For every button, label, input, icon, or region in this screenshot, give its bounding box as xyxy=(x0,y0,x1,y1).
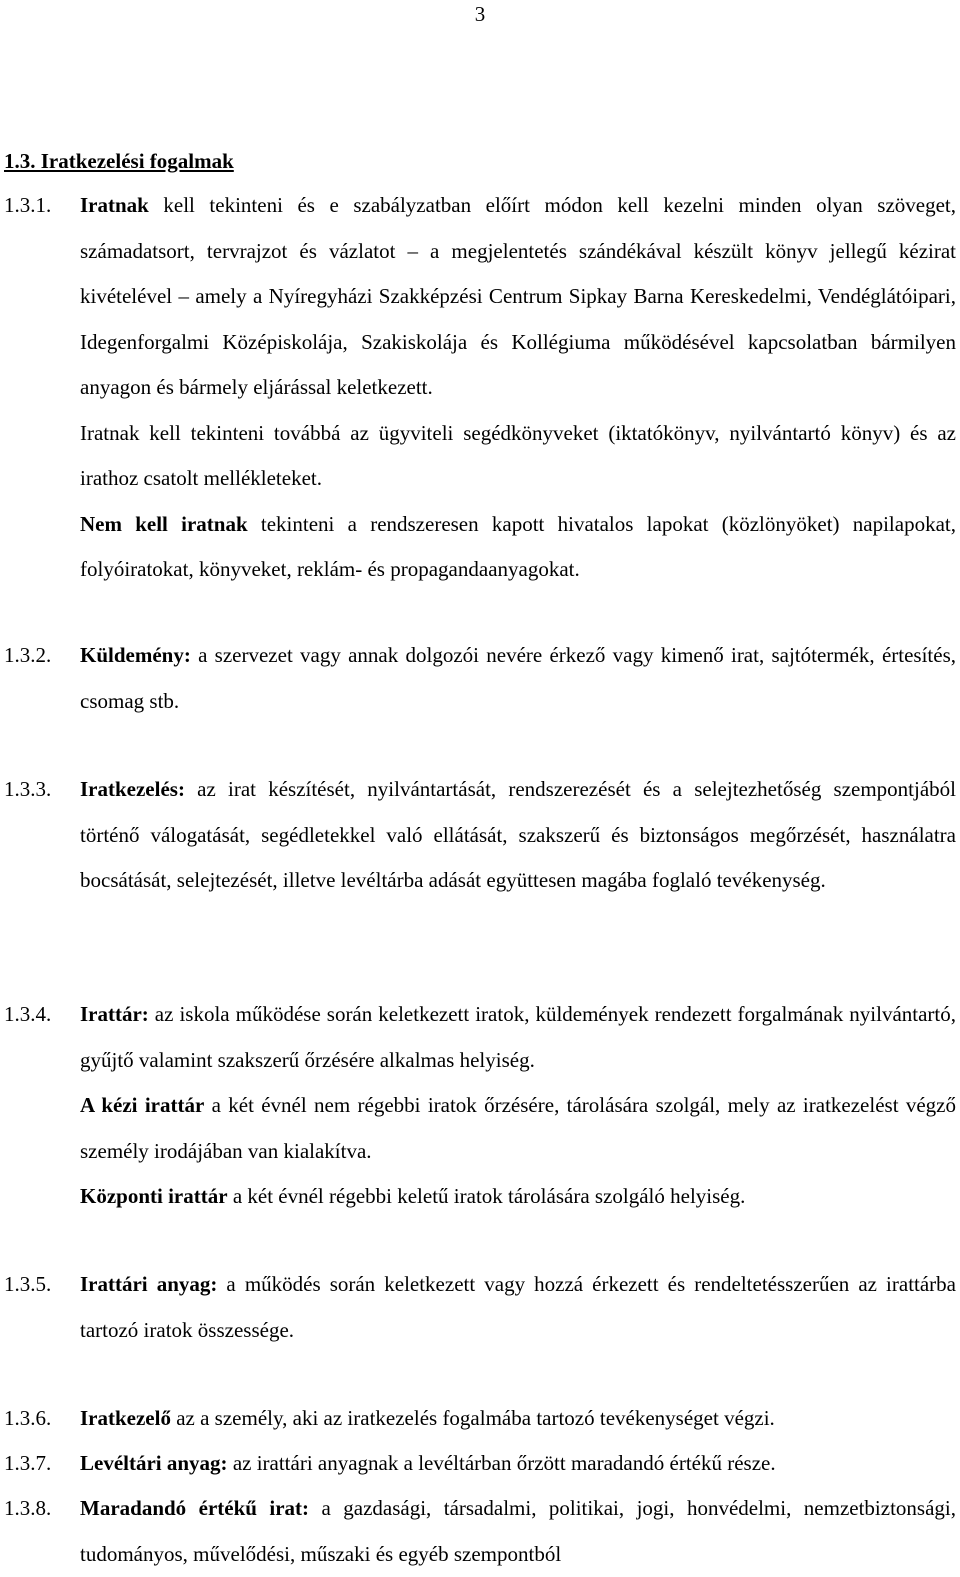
definition-paragraph xyxy=(80,183,956,411)
definition-paragraph xyxy=(80,1083,956,1174)
definition-number: 1.3.3. xyxy=(4,777,52,801)
definition-term: Központi irattár xyxy=(80,1184,228,1208)
definition-1-3-3 xyxy=(4,767,956,904)
definition-text: a két évnél régebbi keletű iratok tárolására szolgáló helyiség. xyxy=(227,1184,746,1208)
definition-term: Maradandó értékű irat: xyxy=(80,1496,310,1520)
definition-text: az a személy, aki az iratkezelés fogalmába tartozó tevékenységet végzi. xyxy=(170,1406,775,1430)
definition-term: Küldemény: xyxy=(80,643,191,667)
definition-term: Irattári anyag: xyxy=(80,1272,218,1296)
definition-1-3-6 xyxy=(4,1396,956,1442)
definition-paragraph xyxy=(80,1441,956,1487)
definition-paragraph xyxy=(80,633,956,724)
definition-term: Irattár: xyxy=(80,1002,149,1026)
definition-term: A kézi irattár xyxy=(80,1093,205,1117)
definition-text: Iratnak kell tekinteni továbbá az ügyviteli segédkönyveket (iktatókönyv, nyilvántartó könyv) és az irathoz csatolt mellékleteket. xyxy=(80,420,956,490)
definition-term: Iratnak xyxy=(80,193,149,217)
definition-1-3-4 xyxy=(4,992,956,1220)
definition-text: a szervezet vagy annak dolgozói nevére érkező vagy kimenő irat, sajtótermék, értesítés, csomag stb. xyxy=(80,643,956,713)
definition-text: az iskola működése során keletkezett iratok, küldemények rendezett forgalmának nyilvántartó, gyűjtő valamint szakszerű őrzésére alkalmas helyiség. xyxy=(80,1002,956,1072)
definition-text: a gazdasági, társadalmi, politikai, jogi, honvédelmi, nemzetbiztonsági, tudományos, művelődési, műszaki és egyéb szempontból xyxy=(80,1496,956,1566)
definition-paragraph xyxy=(80,1396,956,1442)
definition-paragraph xyxy=(80,1174,956,1220)
definition-text: a működés során keletkezett vagy hozzá érkezett és rendeltetésszerűen az irattárba tartozó iratok összessége. xyxy=(80,1272,956,1342)
definition-term: Levéltári anyag: xyxy=(80,1451,228,1475)
definition-1-3-7 xyxy=(4,1441,956,1487)
definition-text: az irat készítését, nyilvántartását, rendszerezését és a selejtezhetőség szempontjából történő válogatását, segédletekkel való ellátását, szakszerű és biztonságos megőrzését, használatra bocsátását, selejtezését, illetve levéltárba adását együttesen magába foglaló tevékenység. xyxy=(80,777,956,892)
definition-number: 1.3.7. xyxy=(4,1451,52,1475)
definition-number: 1.3.1. xyxy=(4,193,52,217)
definition-paragraph xyxy=(80,1486,956,1577)
definition-paragraph xyxy=(80,767,956,904)
definition-1-3-2 xyxy=(4,633,956,724)
definition-1-3-5 xyxy=(4,1262,956,1353)
definition-number: 1.3.8. xyxy=(4,1496,52,1520)
definition-1-3-1 xyxy=(4,183,956,593)
definition-paragraph xyxy=(80,502,956,593)
definition-term: Iratkezelő xyxy=(80,1406,171,1430)
definition-number: 1.3.6. xyxy=(4,1406,52,1430)
definition-paragraph xyxy=(80,1262,956,1353)
definition-text: tekinteni a rendszeresen kapott hivatalos lapokat (közlönyöket) napilapokat, folyóiratokat, könyveket, reklám- és propagandaanyagokat. xyxy=(80,511,956,581)
definition-number: 1.3.5. xyxy=(4,1272,52,1296)
definition-term: Nem kell iratnak xyxy=(80,511,248,536)
definition-number: 1.3.2. xyxy=(4,643,52,667)
definition-term: Iratkezelés: xyxy=(80,777,185,801)
definition-text: a két évnél nem régebbi iratok őrzésére, tárolására szolgál, mely az iratkezelést végző személy irodájában van kialakítva. xyxy=(80,1093,956,1163)
definition-text: kell tekinteni és e szabályzatban előírt módon kell kezelni minden olyan szöveget, számadatsort, tervrajzot és vázlatot – a megjelentetés szándékával készült könyv jellegű kézirat kivételével – amely a Nyíregyházi Szakképzési Centrum Sipkay Barna Kereskedelmi, Vendéglátóipari, Idegenforgalmi Középiskolája, Szakiskolája és Kollégiuma működésével kapcsolatban bármilyen anyagon és bármely eljárással keletkezett. xyxy=(80,193,956,399)
definition-paragraph xyxy=(80,411,956,502)
definition-text: az irattári anyagnak a levéltárban őrzött maradandó értékű része. xyxy=(227,1451,776,1475)
definition-1-3-8 xyxy=(4,1486,956,1577)
definition-paragraph xyxy=(80,992,956,1083)
page-number: 3 xyxy=(474,2,486,26)
definition-number: 1.3.4. xyxy=(4,1002,52,1026)
section-heading: 1.3. Iratkezelési fogalmak xyxy=(4,149,234,173)
